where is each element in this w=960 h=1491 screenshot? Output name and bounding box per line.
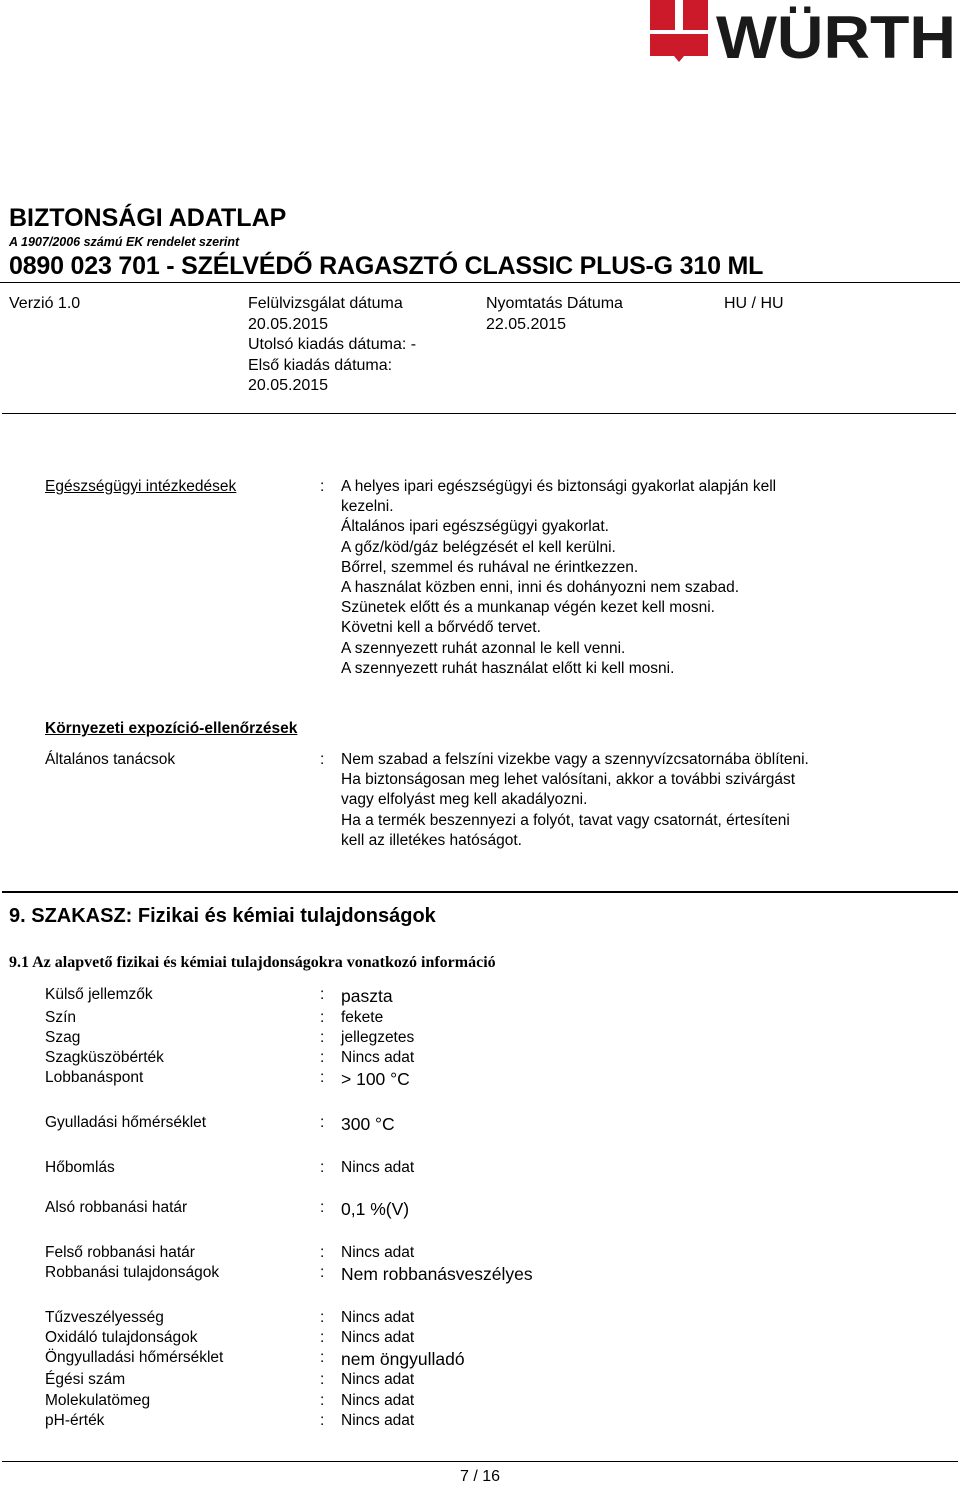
environment-label: Általános tanácsok [45,751,176,768]
section-9-1-title: 9.1 Az alapvető fizikai és kémiai tulajdonságokra vonatkozó információ [9,954,496,971]
property-colon: : [320,1114,325,1131]
property-colon: : [320,1264,325,1281]
hygiene-line: A szennyezett ruhát azonnal le kell venni. [341,639,626,657]
property-value: Nincs adat [341,1371,415,1388]
property-label: Oxidáló tulajdonságok [45,1329,198,1346]
environment-line: kell az illetékes hatóságot. [341,831,522,849]
hygiene-line: A helyes ipari egészségügyi és biztonsági gyakorlat alapján kell [341,478,777,495]
property-label: Tűzveszélyesség [45,1309,164,1326]
hygiene-colon: : [320,478,325,495]
property-colon: : [320,1329,325,1346]
document-title: BIZTONSÁGI ADATLAP [9,204,287,232]
property-value: nem öngyulladó [341,1349,465,1369]
environment-colon: : [320,751,325,768]
hygiene-line: A használat közben enni, inni és dohányozni nem szabad. [341,579,740,597]
property-colon: : [320,1049,325,1066]
language: HU / HU [724,295,784,312]
property-colon: : [320,1244,325,1261]
environment-line: Nem szabad a felszíni vizekbe vagy a szennyvízcsatornába öblíteni. [341,751,809,768]
property-label: Alsó robbanási határ [45,1199,188,1216]
environment-line: Ha a termék beszennyezi a folyót, tavat vagy csatornát, értesíteni [341,811,790,829]
environment-heading: Környezeti expozíció-ellenőrzések [45,720,298,737]
wurth-logo [648,0,960,62]
revision-date: 20.05.2015 [248,315,329,333]
property-label: Szag [45,1029,81,1046]
product-name: 0890 023 701 - SZÉLVÉDŐ RAGASZTÓ CLASSIC PLUS-G 310 ML [9,252,764,280]
property-colon: : [320,1371,325,1388]
property-value: 300 °C [341,1114,395,1134]
property-label: Külső jellemzők [45,986,153,1003]
property-colon: : [320,1029,325,1046]
hygiene-line: Szünetek előtt és a munkanap végén kezet kell mosni. [341,599,715,617]
property-value: fekete [341,1009,384,1026]
property-label: Égési szám [45,1371,126,1388]
property-colon: : [320,1412,325,1429]
property-value: > 100 °C [341,1069,410,1089]
property-label: Hőbomlás [45,1159,115,1176]
property-colon: : [320,1069,325,1086]
print-date: 22.05.2015 [486,315,567,333]
property-colon: : [320,986,325,1003]
property-value: Nincs adat [341,1244,415,1261]
revision-label: Felülvizsgálat dátuma [248,295,403,312]
hygiene-label: Egészségügyi intézkedések [45,478,237,495]
first-issue-date: 20.05.2015 [248,377,329,394]
section-9-title: 9. SZAKASZ: Fizikai és kémiai tulajdonságok [9,905,436,927]
environment-line: Ha biztonságosan meg lehet valósítani, akkor a további szivárgást [341,771,796,789]
property-colon: : [320,1009,325,1026]
document-subtitle: A 1907/2006 számú EK rendelet szerint [9,235,240,249]
hygiene-line: A gőz/köd/gáz belégzését el kell kerülni. [341,538,616,556]
version: Verzió 1.0 [9,295,81,312]
property-value: paszta [341,986,393,1006]
property-value: Nincs adat [341,1412,415,1429]
page-number: 7 / 16 [459,1468,501,1485]
property-label: Felső robbanási határ [45,1244,195,1261]
property-colon: : [320,1159,325,1176]
property-value: Nincs adat [341,1309,415,1326]
environment-text [341,750,809,851]
property-value: jellegzetes [341,1029,415,1046]
property-value: Nincs adat [341,1392,415,1409]
print-label: Nyomtatás Dátuma [486,295,623,312]
property-colon: : [320,1309,325,1326]
property-label: Robbanási tulajdonságok [45,1264,220,1281]
hygiene-line: Bőrrel, szemmel és ruhával ne érintkezzen. [341,558,639,576]
property-label: Szagküszöbérték [45,1049,164,1066]
property-label: pH-érték [45,1412,105,1429]
property-label: Öngyulladási hőmérséklet [45,1349,224,1366]
property-value: Nincs adat [341,1049,415,1066]
hygiene-text [341,477,776,679]
wurth-logo-text: WÜRTH [716,4,956,62]
header-divider [2,413,956,414]
property-colon: : [320,1349,325,1366]
property-label: Szín [45,1009,77,1026]
property-value: Nincs adat [341,1329,415,1346]
hygiene-line: A szennyezett ruhát használat előtt ki kell mosni. [341,659,675,677]
property-label: Gyulladási hőmérséklet [45,1114,207,1131]
first-issue-label: Első kiadás dátuma: [248,356,393,374]
section-9-divider [2,891,958,893]
last-issue-date: Utolsó kiadás dátuma: - [248,336,417,353]
hygiene-line: Követni kell a bőrvédő tervet. [341,619,541,637]
property-value: 0,1 %(V) [341,1199,410,1219]
footer-divider [2,1461,958,1462]
title-divider [0,282,960,283]
property-value: Nincs adat [341,1159,415,1176]
property-colon: : [320,1199,325,1216]
property-value: Nem robbanásveszélyes [341,1264,533,1284]
hygiene-line: Általános ipari egészségügyi gyakorlat. [341,518,609,536]
hygiene-line: kezelni. [341,498,394,516]
environment-line: vagy elfolyást meg kell akadályozni. [341,791,588,809]
property-label: Lobbanáspont [45,1069,144,1086]
property-colon: : [320,1392,325,1409]
property-label: Molekulatömeg [45,1392,151,1409]
